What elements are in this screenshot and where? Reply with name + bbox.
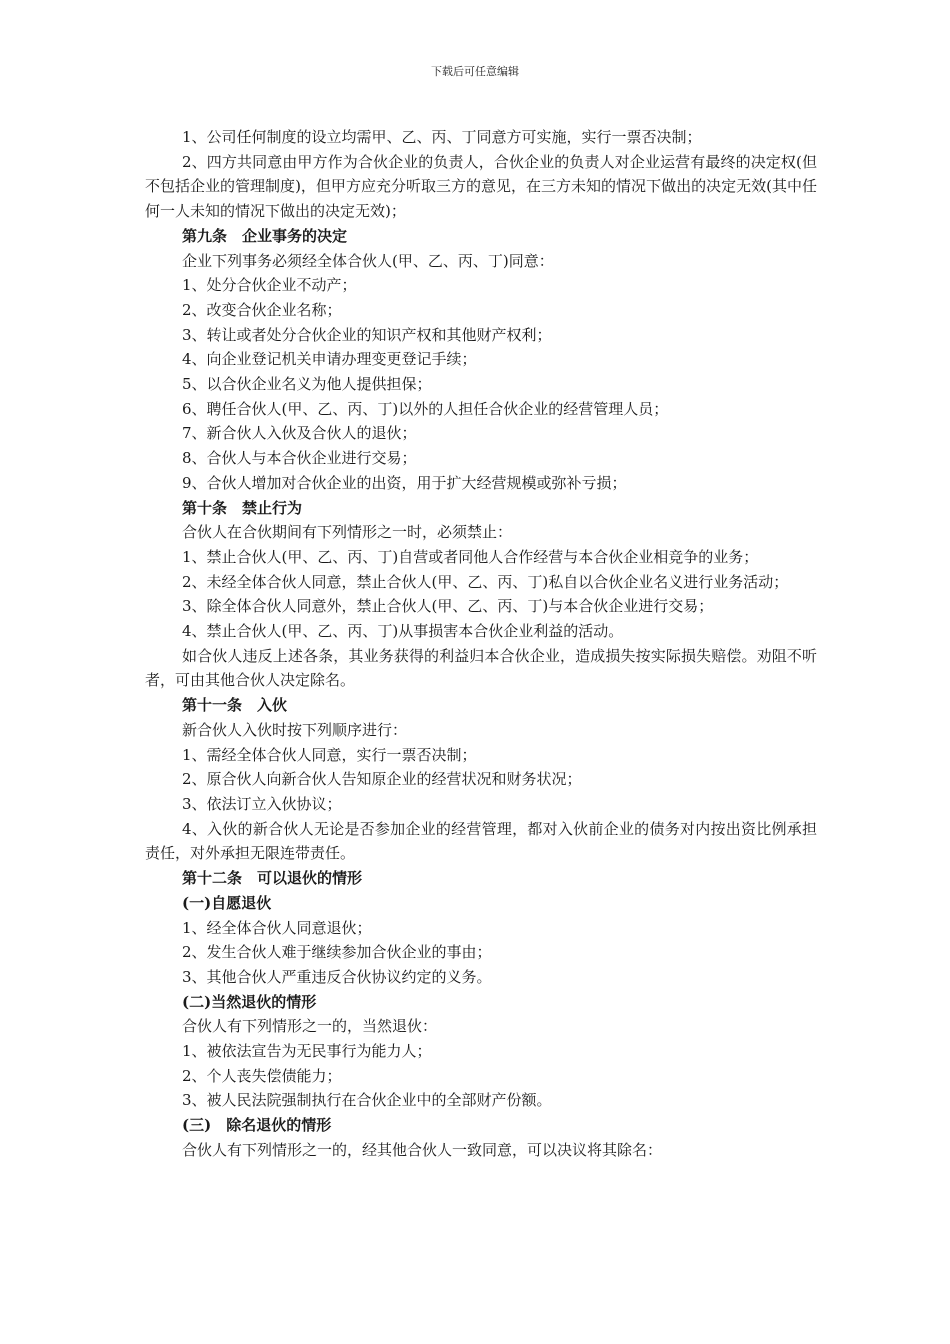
paragraph: 1、经全体合伙人同意退伙； xyxy=(182,918,372,937)
section-heading: (一)自愿退伙 xyxy=(182,893,272,912)
section-heading: (三) 除名退伙的情形 xyxy=(182,1116,332,1135)
paragraph: 新合伙人入伙时按下列顺序进行： xyxy=(182,720,408,739)
paragraph: 4、入伙的新合伙人无论是否参加企业的经营管理，都对入伙前企业的债务对内按出资比例承担责任，对外承担无限连带责任。 xyxy=(145,819,817,863)
paragraph: 8、合伙人与本合伙企业进行交易； xyxy=(182,449,417,468)
paragraph: 2、发生合伙人难于继续参加合伙企业的事由； xyxy=(182,943,492,962)
section-heading: 第十二条 可以退伙的情形 xyxy=(182,869,363,888)
paragraph: 2、四方共同意由甲方作为合伙企业的负责人，合伙企业的负责人对企业运营有最终的决定权(但不包括企业的管理制度)，但甲方应充分听取三方的意见，在三方未知的情况下做出的决定无效(其中任何一人未知的情况下做出的决定无效)； xyxy=(145,152,817,221)
paragraph: 合伙人有下列情形之一的，经其他合伙人一致同意，可以决议将其除名： xyxy=(182,1140,663,1159)
paragraph: 合伙人有下列情形之一的，当然退伙： xyxy=(182,1017,438,1036)
paragraph: 2、个人丧失偿债能力； xyxy=(182,1066,342,1085)
paragraph: 4、禁止合伙人(甲、乙、丙、丁)从事损害本合伙企业利益的活动。 xyxy=(182,622,624,641)
document-body xyxy=(145,125,817,1163)
section-heading: 第十一条 入伙 xyxy=(182,696,288,715)
paragraph: 3、除全体合伙人同意外，禁止合伙人(甲、乙、丙、丁)与本合伙企业进行交易； xyxy=(182,597,714,616)
paragraph: 2、改变合伙企业名称； xyxy=(182,300,342,319)
paragraph: 2、原合伙人向新合伙人告知原企业的经营状况和财务状况； xyxy=(182,770,582,789)
paragraph: 1、需经全体合伙人同意，实行一票否决制； xyxy=(182,745,477,764)
paragraph: 3、转让或者处分合伙企业的知识产权和其他财产权利； xyxy=(182,325,552,344)
paragraph: 6、聘任合伙人(甲、乙、丙、丁)以外的人担任合伙企业的经营管理人员； xyxy=(182,399,669,418)
paragraph: 如合伙人违反上述各条，其业务获得的利益归本合伙企业，造成损失按实际损失赔偿。劝阻不听者，可由其他合伙人决定除名。 xyxy=(145,646,817,690)
paragraph: 1、被依法宣告为无民事行为能力人； xyxy=(182,1042,432,1061)
page-header: 下载后可任意编辑 xyxy=(431,65,519,78)
paragraph: 1、处分合伙企业不动产； xyxy=(182,276,357,295)
paragraph: 4、向企业登记机关申请办理变更登记手续； xyxy=(182,350,477,369)
paragraph: 7、新合伙人入伙及合伙人的退伙； xyxy=(182,424,417,443)
paragraph: 合伙人在合伙期间有下列情形之一时，必须禁止： xyxy=(182,523,513,542)
paragraph: 3、其他合伙人严重违反合伙协议约定的义务。 xyxy=(182,967,492,986)
paragraph: 5、以合伙企业名义为他人提供担保； xyxy=(182,375,432,394)
paragraph: 2、未经全体合伙人同意，禁止合伙人(甲、乙、丙、丁)私自以合伙企业名义进行业务活动； xyxy=(182,572,789,591)
paragraph: 1、公司任何制度的设立均需甲、乙、丙、丁同意方可实施，实行一票否决制； xyxy=(182,128,702,146)
paragraph: 9、合伙人增加对合伙企业的出资，用于扩大经营规模或弥补亏损； xyxy=(182,473,627,492)
paragraph: 1、禁止合伙人(甲、乙、丙、丁)自营或者同他人合作经营与本合伙企业相竞争的业务； xyxy=(182,547,759,566)
section-heading: 第九条 企业事务的决定 xyxy=(182,226,348,245)
section-heading: 第十条 禁止行为 xyxy=(182,498,303,517)
paragraph: 3、被人民法院强制执行在合伙企业中的全部财产份额。 xyxy=(182,1091,552,1110)
paragraph: 3、依法订立入伙协议； xyxy=(182,794,342,813)
paragraph: 企业下列事务必须经全体合伙人(甲、乙、丙、丁)同意： xyxy=(182,251,554,270)
section-heading: (二)当然退伙的情形 xyxy=(182,992,317,1011)
